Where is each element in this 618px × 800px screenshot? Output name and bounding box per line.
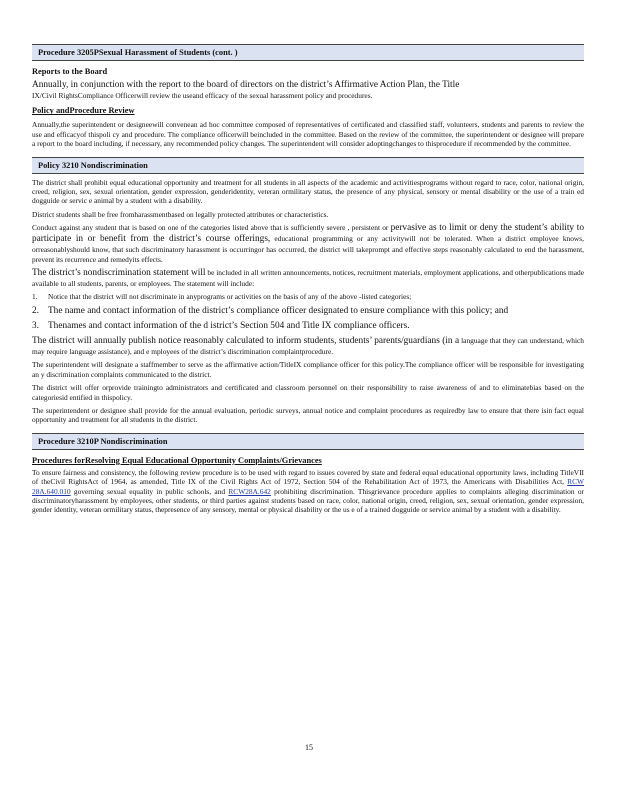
reports-text-large: Annually, in conjunction with the report to the board of directors on the district’s Affirmative Action Plan, the Title: [32, 80, 460, 90]
list-item: [32, 292, 584, 301]
rcw-28a-640-010-link[interactable]: RCW 28A.640.010: [32, 477, 585, 496]
training-paragraph: The district will offer orprovide trainingto administrators and certificated and classroom personnel on their responsibility to raise awareness of and to eliminatebias based on the categoriesid entified in thispolicy.: [32, 383, 584, 402]
annual-notice-text-large: The district will annually publish notice reasonably calculated to inform students, students’ parents/guardians (in a: [32, 335, 460, 346]
policy-3210-header: Policy 3210 Nondiscrimination: [32, 157, 584, 174]
statement-text-large: The district’s nondiscrimination statement will: [32, 268, 206, 279]
grievance-procedures-paragraph: [32, 468, 584, 515]
list-number: 3.: [32, 320, 39, 331]
nondiscrimination-paragraph-3: [32, 223, 584, 264]
nondiscrimination-paragraph-2: District students shall be free fromharassmentbased on legally protected attributes or characteristics.: [32, 209, 329, 219]
grievance-text-cont: governing sexual equality in public schools, and: [70, 486, 226, 496]
policy-review-heading: Policy andProcedure Review: [32, 106, 135, 116]
procedure-3205p-header: Procedure 3205PSexual Harassment of Students (cont. ): [32, 44, 584, 61]
list-text: The name and contact information of the district’s compliance officer designated to ensure compliance with this policy; and: [48, 305, 509, 316]
page-number: 15: [305, 743, 313, 752]
conduct-text-large: pervasive as to limit or deny the student’s ability to participate in or benefit from the district’s course offerings,: [32, 223, 584, 245]
grievance-text-end: prohibiting discrimination. Thisgrievance procedure applies to complaints alleging discrimination or discriminatoryharassment by employees, other students, or third parties against students based on race, color, national origin, creed, religion, sex, sexual orientation, gender expression, gender identity, veteran ormilitary status, thepresence of any sensory, mental or physical disability or the us e of a trained dogguide or service animal by a student with a disability.: [32, 486, 584, 515]
list-item: [32, 306, 584, 317]
list-text: Notice that the district will not discriminate in anyprograms or activities on the basis of any of the above -listed categories;: [48, 292, 412, 302]
rcw-28a-642-link[interactable]: RCW28A.642: [228, 486, 271, 496]
policy-review-paragraph: Annually,the superintendent or designeewill convenean ad hoc committee composed of representatives of certificated and classified staff, volunteers, students and parents to review the use and efficacyof thispoli cy and procedure. The compliance officerwill beincluded in the committee. Based on the review of the committee, the superintendent or designee will prepare a report to the board including, if necessary, any recommended policy changes. The superintendent will consider adoptingchanges to thisprocedure if recommended by the committee.: [32, 120, 584, 149]
procedure-3210p-header: Procedure 3210P Nondiscrimination: [32, 433, 584, 450]
list-number: 2.: [32, 305, 39, 316]
annual-notice-text: language that they can understand, which may require language assistance), and e mployees of the district’s discrimination complaintprocedure.: [32, 335, 584, 356]
annual-notice-paragraph: [32, 336, 584, 356]
statement-text: be included in all written announcements, notices, recruitment materials, employment applications, and otherpublications made available to all students, parents, or employees. The statement will include:: [32, 268, 585, 289]
grievance-text: To ensure fairness and consistency, the following review procedure is to be used with regard to issues covered by state and federal equal educational opportunity laws, including TitleVII of theCivil RightsAct of 1964, as amended, Title IX of the Civil Rights Act of 1972, Section 504 of the Rehabilitation Act of 1973, the Americans with Disabilities Act,: [32, 467, 584, 487]
list-text: Thenames and contact information of the d istrict’s Section 504 and Title IX compliance officers.: [48, 320, 410, 331]
reports-paragraph: [32, 80, 584, 100]
conduct-text-cont: educational programming or any activitywill not be tolerated. When a district employee knows, orreasonablyshould know, that such discriminatory harassment is occurringor has occurred, the district will takeprompt and effective steps reasonably calculated to end the harassment, prevent its recurrence and remedyits effects.: [32, 234, 584, 264]
nondiscrimination-statement-paragraph: [32, 268, 584, 288]
conduct-text: Conduct against any student that is based on one of the categories listed above that is sufficiently severe , persistent or: [32, 223, 389, 233]
document-page: [32, 44, 584, 515]
list-item: [32, 321, 584, 332]
grievance-procedures-heading: Procedures forResolving Equal Educational Opportunity Complaints/Grievances: [32, 455, 322, 465]
evaluation-paragraph: The superintendent or designee shall provide for the annual evaluation, periodic surveys, annual notice and complaint procedures as requiredby law to ensure that there isin fact equal opportunity and treatment for all students in the district.: [32, 405, 584, 425]
compliance-officer-paragraph: The superintendent will designate a staffmember to serve as the affirmative action/TitleIX compliance officer for this policy.The compliance officer will be responsible for investigating an y discrimination complaints communicated to the district.: [32, 360, 584, 379]
list-number: 1.: [32, 292, 38, 302]
nondiscrimination-paragraph-1: The district shall prohibit equal educational opportunity and treatment for all students in all aspects of the academic and activitiesprograms without regard to race, color, national origin, creed, religion, sex, sexual orientation, gender expression, genderidentity, veteran ormilitary status, the presence of any physical, sensory or mental disability or the use of a train ed dogguide or servic e animal by a student with a disability.: [32, 177, 584, 206]
reports-text-small: IX/Civil RightsCompliance Officerwill review the useand efficacy of the sexual harassment policy and procedures.: [32, 91, 373, 100]
reports-heading: Reports to the Board: [32, 67, 108, 76]
